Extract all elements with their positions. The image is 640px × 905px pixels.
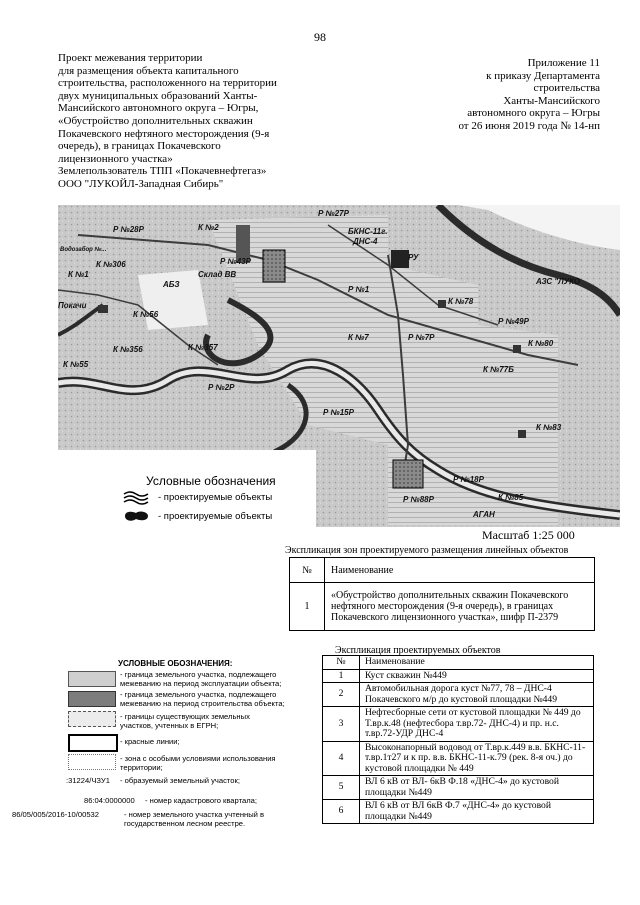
table-cell-name: ВЛ 6 кВ от ВЛ 6кВ Ф.7 «ДНС-4» до кустовой площадки №449: [360, 800, 594, 824]
land-user-line: Землепользователь ТПП «Покачевнефтегаз»: [58, 165, 267, 178]
table2: [322, 655, 594, 824]
map-label: Р №7Р: [408, 333, 435, 342]
table-row: [323, 741, 594, 776]
forest-registry-code: 86/05/005/2016-10/00532: [12, 810, 99, 819]
table-cell-no: 6: [323, 800, 360, 824]
project-line: лицензионного участка»: [58, 152, 173, 165]
map-label: АГАН: [473, 510, 495, 519]
appendix-line: Приложение 11: [527, 57, 600, 69]
forest-registry-text: - номер земельного участка учтенный в государственном лесном реестре.: [124, 810, 265, 828]
table-row: [323, 800, 594, 824]
cadastral-code: 86:04:0000000: [84, 796, 135, 805]
map-label: К №306: [96, 260, 126, 269]
map-legend: [58, 450, 316, 527]
table-header-no: №: [290, 558, 325, 583]
map-label: К №1: [68, 270, 89, 279]
legend-item: - красные линии;: [120, 737, 180, 746]
table-row: [323, 683, 594, 707]
legend-item: - граница земельного участка, подлежащего межеванию на период эксплуатации объекта;: [120, 670, 282, 688]
map-label: АБЗ: [163, 280, 180, 289]
map-label: К №2: [198, 223, 219, 232]
table-cell-name: Автомобильная дорога куст №77, 78 – ДНС-4 Покачевского м/р до кустовой площадки №449: [360, 683, 594, 707]
map-label: Р №2Р: [208, 383, 235, 392]
map-label: К №7: [348, 333, 369, 342]
table-row: [323, 776, 594, 800]
table-cell-name: ВЛ 6 кВ от ВЛ- 6кВ Ф.18 «ДНС-4» до кустовой площадки №449: [360, 776, 594, 800]
table2-caption: Экспликация проектируемых объектов: [335, 645, 501, 656]
table-cell-no: 5: [323, 776, 360, 800]
table1: [289, 557, 595, 631]
table-header-name: Наименование: [325, 558, 595, 583]
project-line: Покачевского нефтяного месторождения (9-я: [58, 127, 270, 140]
appendix-line: строительства: [533, 82, 600, 95]
table-cell-no: 3: [323, 707, 360, 742]
appendix-line: от 26 июня 2019 года № 14-нп: [458, 119, 600, 132]
map-legend-title: Условные обозначения: [146, 474, 276, 488]
map-label: ДНС-4: [353, 237, 378, 246]
map-label: Водозабор №...: [60, 247, 107, 253]
table-row: [323, 707, 594, 742]
legend-item: - зона с особыми условиями использования территории;: [120, 754, 276, 772]
appendix-line: Ханты-Мансийского: [503, 94, 600, 107]
map-label: РУ: [408, 253, 419, 262]
legend-block: [0, 655, 320, 835]
map-label: К №356: [113, 345, 143, 354]
map-label: Р №18Р: [453, 475, 484, 484]
map-label: Р №28Р: [113, 225, 144, 234]
map-label: К №80: [528, 339, 554, 348]
wave-lines-icon: [122, 490, 152, 506]
map-label: Р №43Р: [220, 257, 251, 266]
map-label: К №357: [188, 343, 218, 352]
map-label: Р №88Р: [403, 495, 434, 504]
map-label: АЗС "ЛУКО: [536, 277, 581, 286]
legend-item: - граница земельного участка, подлежащего межеванию на период строительства объекта;: [120, 690, 285, 708]
table-cell-name: Куст скважин №449: [360, 669, 594, 683]
appendix-block: [410, 57, 600, 133]
project-line: для размещения объекта капитального: [58, 64, 239, 77]
table-cell-name: Нефтесборные сети от кустовой площадки № 449 до Т.вр.к.48 (нефтесбора т.вр.72- ДНС-4) и пр. н.с. т.вр.72-УДР ДНС-4: [360, 707, 594, 742]
table-cell-name: Высоконапорный водовод от Т.вр.к.449 в.в. БКНС-11-т.вр.1т27 и к пр. в.в. БКНС-11-к.79 (рек. 8-я оч.) до кустовой площадки № 449: [360, 741, 594, 776]
table-header-row: [323, 656, 594, 670]
swatch-exploitation: [68, 671, 116, 687]
map-label: Р №49Р: [498, 317, 529, 326]
table-cell-no: 1: [290, 583, 325, 631]
site-map: [58, 205, 620, 527]
table-cell-name: «Обустройство дополнительных скважин Покачевского нефтяного месторождения (9-я очередь), в границах Покачевского лицензионного участка», шифр П-2379: [325, 583, 595, 631]
facility-blob-icon: [122, 509, 152, 523]
legend-title: УСЛОВНЫЕ ОБОЗНАЧЕНИЯ:: [118, 659, 233, 668]
table-cell-no: 1: [323, 669, 360, 683]
map-legend-item: - проектируемые объекты: [158, 492, 273, 503]
map-label: К №77Б: [483, 365, 514, 374]
swatch-construction: [68, 691, 116, 707]
map-label: Р №27Р: [318, 209, 349, 218]
formed-plot-text: - образуемый земельный участок;: [120, 776, 240, 785]
map-label: К №55: [63, 360, 89, 369]
map-label: Р №1: [348, 285, 370, 294]
map-label: Р №15Р: [323, 408, 354, 417]
cadastral-text: - номер кадастрового квартала;: [145, 796, 257, 805]
appendix-line: автономного округа – Югры: [467, 107, 600, 120]
swatch-special-zone: [68, 754, 116, 770]
map-label: К №83: [536, 423, 562, 432]
table-row: [323, 669, 594, 683]
map-label: К №85: [498, 493, 524, 502]
project-line: очередь), в границах Покачевского: [58, 140, 221, 153]
map-label: Склад ВВ: [198, 270, 237, 279]
formed-plot-code: :31224/ЧЗУ1: [66, 776, 110, 785]
project-line: Проект межевания территории: [58, 52, 203, 64]
swatch-red-lines: [68, 734, 118, 752]
map-label: БКНС-11г.: [348, 227, 388, 236]
table-row: [290, 583, 595, 631]
map-label: Покачи: [58, 301, 87, 310]
project-line: Мансийского автономного округа – Югры,: [58, 102, 259, 115]
project-line: строительства, расположенного на территории: [58, 77, 277, 90]
table-cell-no: 2: [323, 683, 360, 707]
project-line: двух муниципальных образований Ханты-: [58, 89, 258, 102]
table-cell-no: 4: [323, 741, 360, 776]
table1-caption: Экспликация зон проектируемого размещения линейных объектов: [285, 545, 569, 556]
table-header-row: [290, 558, 595, 583]
map-label: К №56: [133, 310, 159, 319]
map-scale: Масштаб 1:25 000: [482, 528, 575, 542]
page-number: 98: [314, 30, 326, 44]
table-header-no: №: [323, 656, 360, 670]
project-title-block: [58, 52, 293, 191]
table-header-name: Наименование: [360, 656, 594, 670]
project-line: «Обустройство дополнительных скважин: [58, 114, 253, 127]
land-user-line: ООО "ЛУКОЙЛ-Западная Сибирь": [58, 177, 224, 190]
swatch-existing: [68, 711, 116, 727]
appendix-line: к приказу Департамента: [486, 69, 600, 82]
legend-item: - границы существующих земельных участков, учтенных в ЕГРН;: [120, 712, 250, 730]
map-legend-item: - проектируемые объекты: [158, 511, 273, 522]
map-label: К №78: [448, 297, 474, 306]
